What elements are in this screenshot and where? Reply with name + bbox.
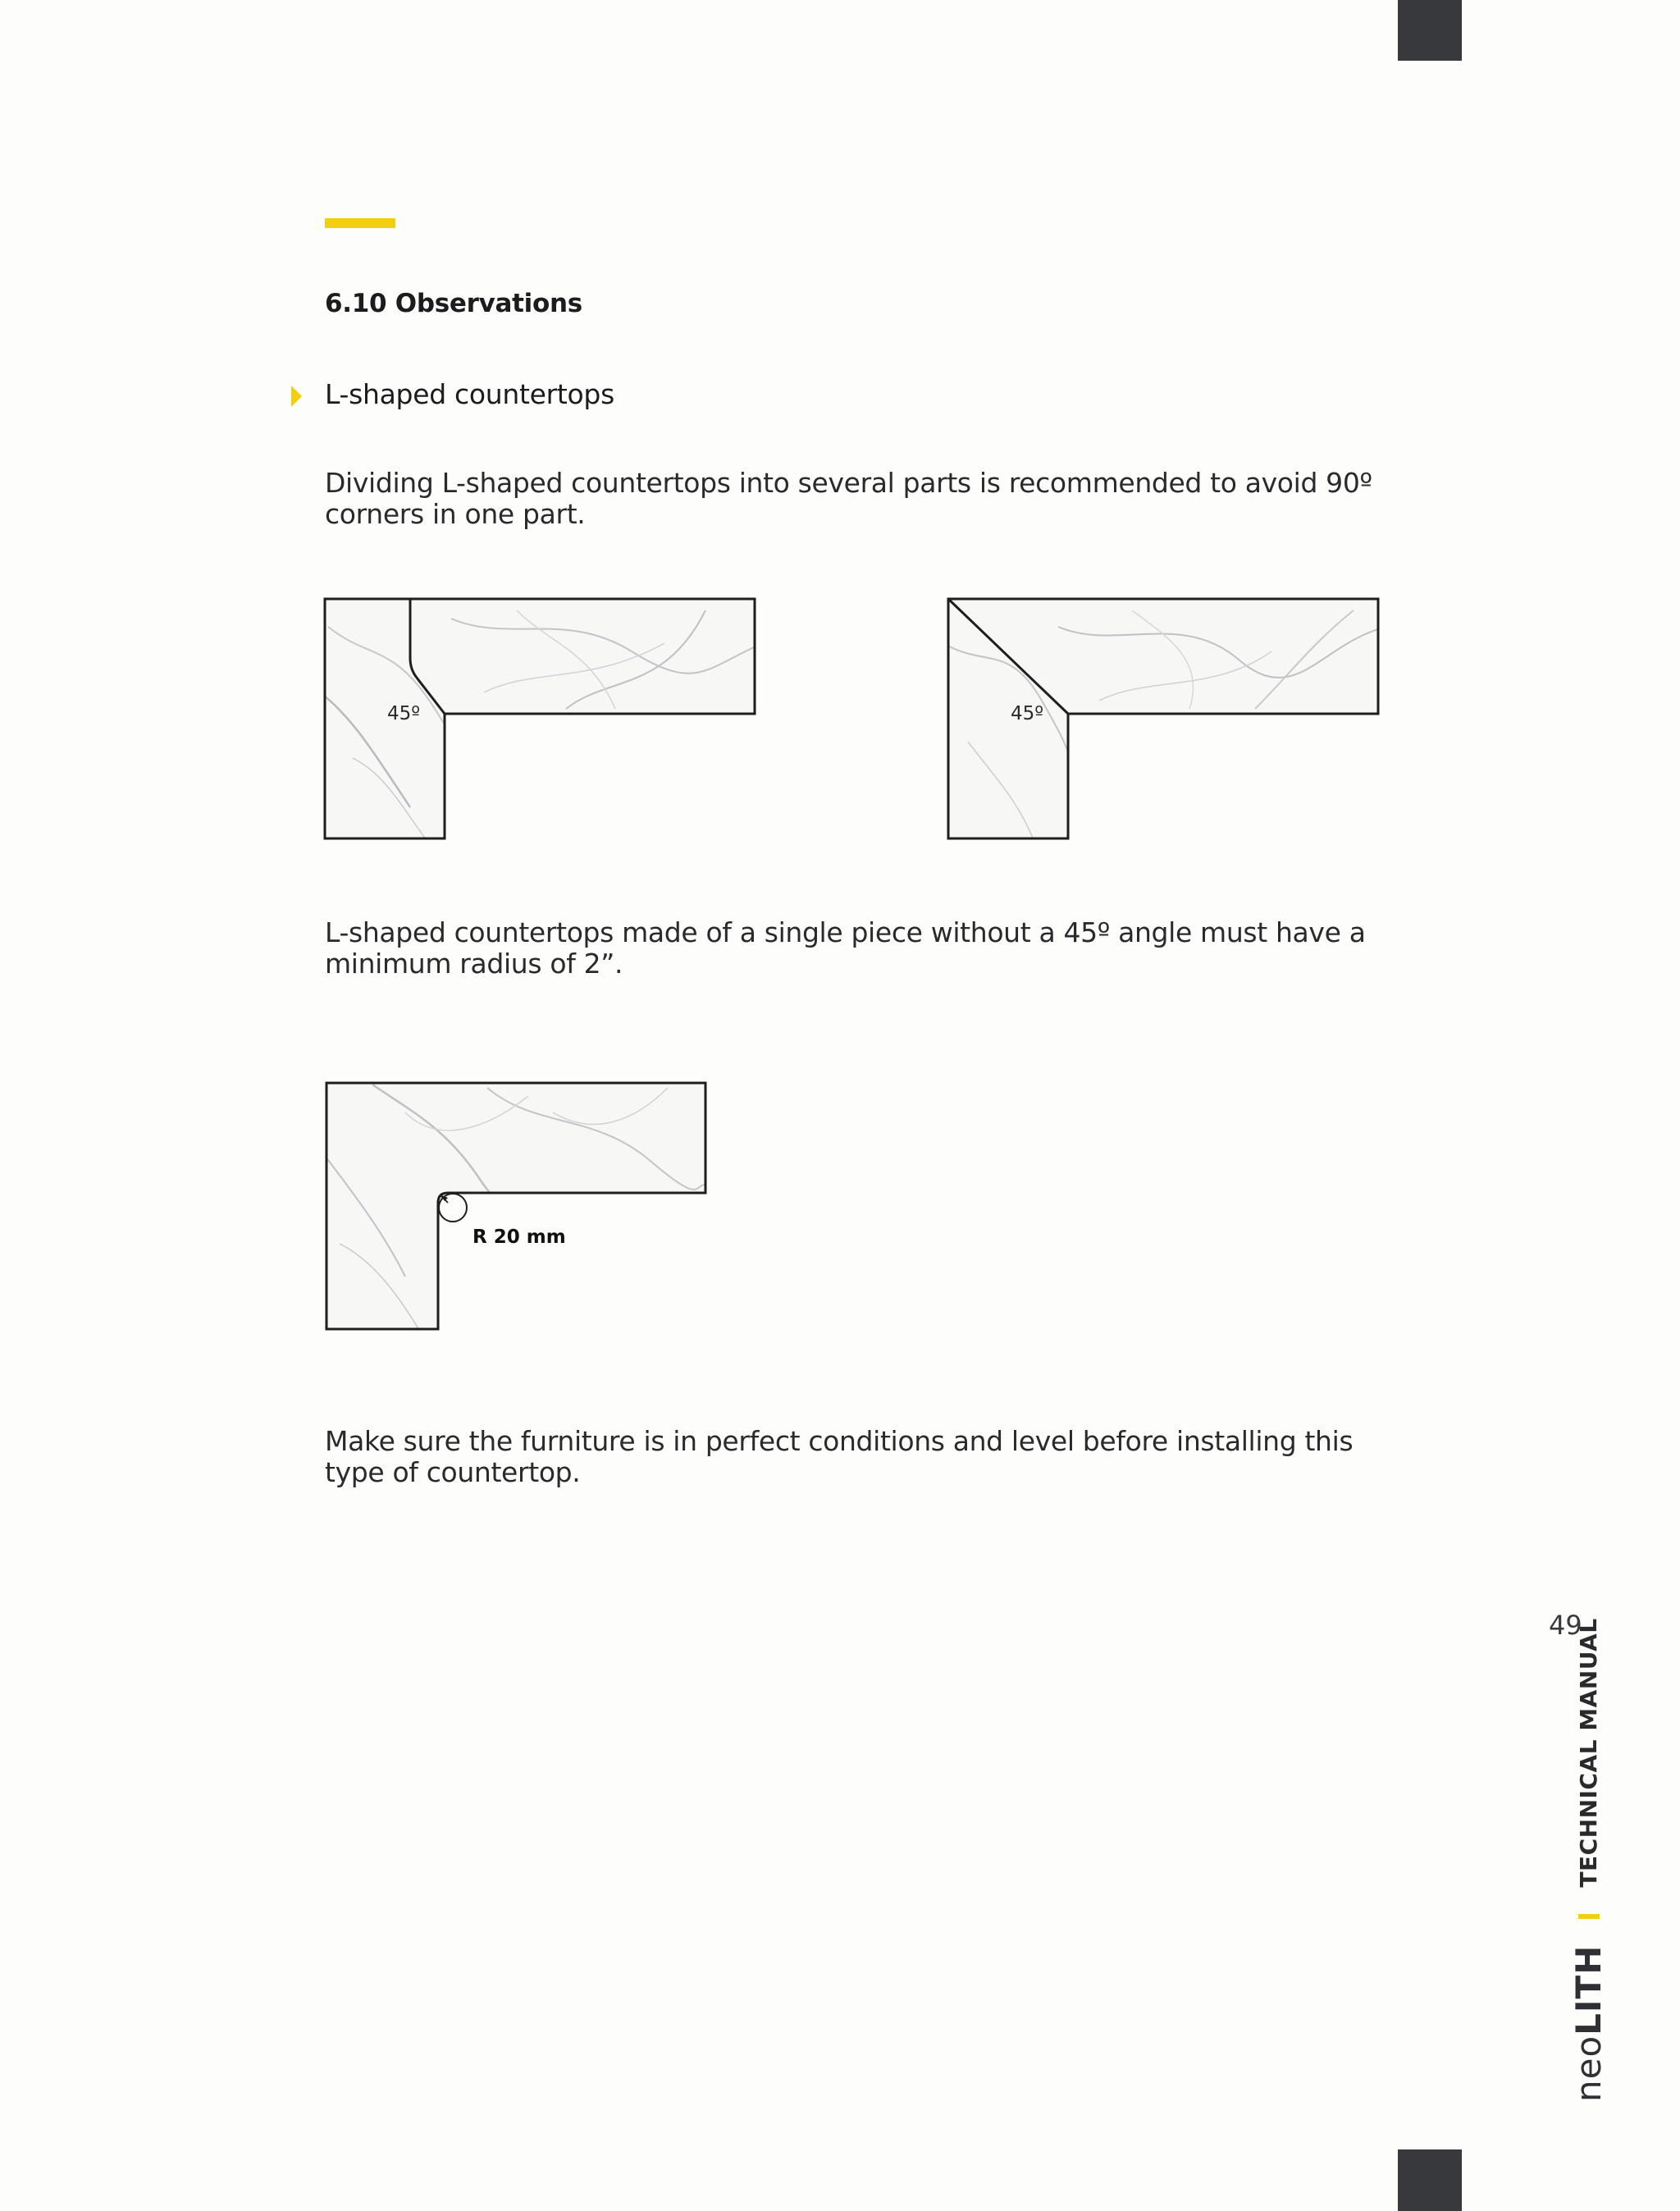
corner-tab-top [1398,0,1462,61]
figure-l-shape-diagonal-joint [943,594,1386,843]
fig1-angle-label: 45º [387,703,421,724]
figure-l-shape-single-piece [323,1080,709,1334]
page-number: 49 [1549,1610,1582,1641]
brand-logo: neoLITH [1568,1944,1609,2102]
footer-brand-block [1568,1618,1609,2102]
section-title: 6.10 Observations [325,289,582,318]
figure-l-shape-curved-joint [320,594,763,843]
subheading: L-shaped countertops [325,378,614,410]
document-label: TECHNICAL MANUAL [1575,1618,1602,1888]
paragraph-minimum-radius: L-shaped countertops made of a single piece without a 45º angle must have a minimum radius of 2”. [325,916,1366,980]
fig3-radius-label: R 20 mm [472,1227,566,1248]
section-accent-bar [325,218,395,228]
subheading-marker-icon [291,386,302,407]
paragraph-divide-countertops: Dividing L-shaped countertops into several parts is recommended to avoid 90º corners in one part. [325,467,1372,530]
footer-divider [1578,1914,1600,1919]
paragraph-furniture-level: Make sure the furniture is in perfect conditions and level before installing this type of countertop. [325,1425,1354,1488]
corner-tab-bottom [1398,2149,1462,2211]
fig2-angle-label: 45º [1011,703,1044,724]
